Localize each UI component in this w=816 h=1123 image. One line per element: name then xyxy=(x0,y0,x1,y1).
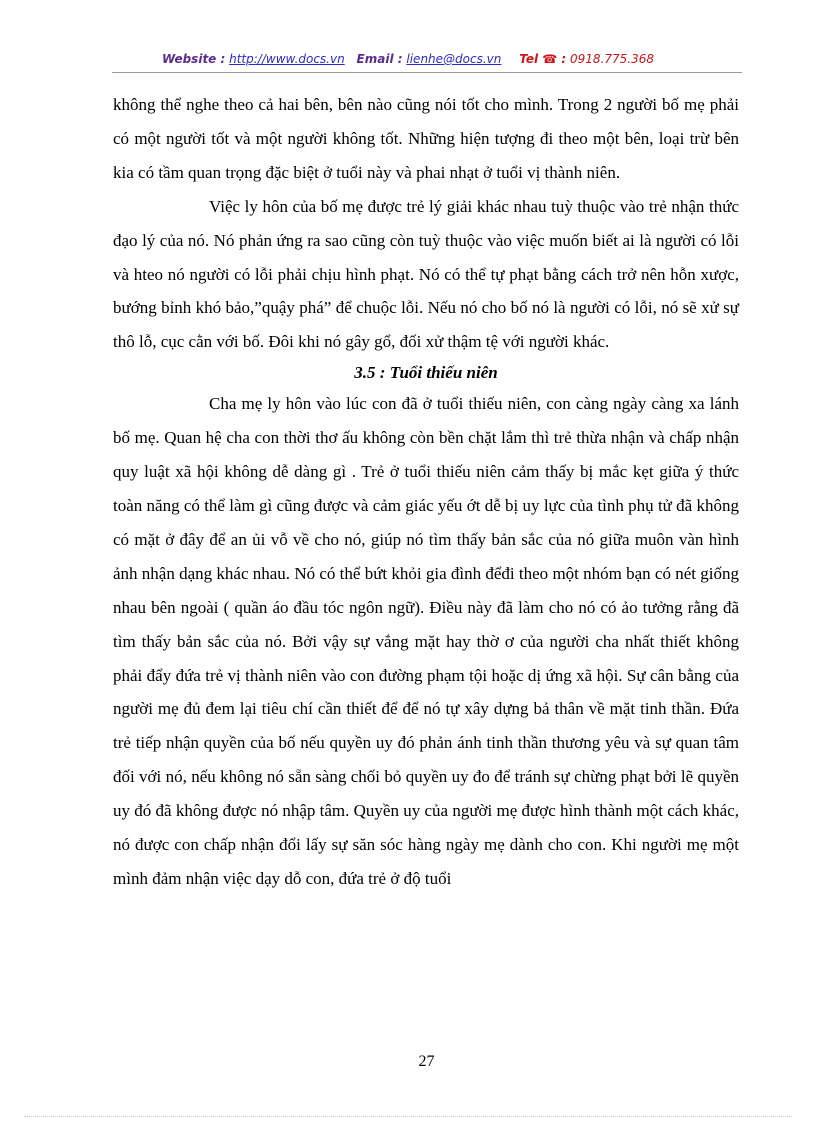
paragraph-continuation: không thể nghe theo cả hai bên, bên nào cũng nói tốt cho mình. Trong 2 người bố mẹ phải có một người tốt và một người không tốt. Những hiện tượng đi theo một bên, loại trừ bên kia có tầm quan trọng đặc biệt ở tuổi này và phai nhạt ở tuổi vị thành niên. xyxy=(113,95,739,182)
email-link[interactable]: lienhe@docs.vn xyxy=(406,52,502,66)
email-label: Email : xyxy=(356,52,403,66)
website-link[interactable]: http://www.docs.vn xyxy=(229,52,345,66)
section-heading: 3.5 : Tuổi thiếu niên xyxy=(354,363,498,383)
tel-number: 0918.775.368 xyxy=(570,52,655,66)
page-number: 27 xyxy=(418,1053,435,1070)
document-body xyxy=(113,88,739,896)
paragraph-divorce-interpretation: Việc ly hôn của bố mẹ được trẻ lý giải khác nhau tuỳ thuộc vào trẻ nhận thức đạo lý của nó. Nó phản ứng ra sao cũng còn tuỳ thuộc vào việc muốn biết ai là người có lỗi và hteo nó người có lỗi phải chịu hình phạt. Nó có thể tự phạt bằng cách trở nên hỗn xược, bướng bỉnh khó bảo,”quậy phá” để chuộc lỗi. Nếu nó cho bố nó là người có lỗi, nó sẽ xử sự thô lỗ, cục cằn với bố. Đôi khi nó gây gổ, đối xử thậm tệ với người khác. xyxy=(113,196,739,352)
page-bottom-border xyxy=(24,1116,792,1117)
paragraph-adolescence: Cha mẹ ly hôn vào lúc con đã ở tuổi thiếu niên, con càng ngày càng xa lánh bố mẹ. Quan hệ cha con thời thơ ấu không còn bền chặt lắm thì trẻ thừa nhận và chấp nhận quy luật xã hội không dễ dàng gì . Trẻ ở tuổi thiếu niên cảm thấy bị mắc kẹt giữa ý thức toàn năng có thể làm gì cũng được và cảm giác yếu ớt dễ bị uy lực của tình phụ tử đã không có mặt ở đây để an ủi vỗ về cho nó, giúp nó tìm thấy bản sắc của nó giữa muôn vàn hình ảnh nhận dạng khác nhau. Nó có thể bứt khỏi gia đình đểđi theo một nhóm bạn có nét giống nhau bên ngoài ( quần áo đầu tóc ngôn ngữ). Điều này đã làm cho nó có ảo tưởng rằng đã tìm thấy bản sắc của nó. Bởi vậy sự vắng mặt hay thờ ơ của người cha nhất thiết không phải đẩy đứa trẻ vị thành niên vào con đường phạm tội hoặc dị ứng xã hội. Sự cân bằng của người mẹ đủ đem lại tiêu chí cần thiết để để nó tự xây dựng bả thân về mặt tinh thần. Đứa trẻ tiếp nhận quyền của bố nếu quyền uy đó phản ánh tinh thần thương yêu và sự quan tâm đối với nó, nếu không nó sẵn sàng chối bỏ quyền uy đo để tránh sự chừng phạt bởi lẽ quyền uy đó đã không được nó nhập tâm. Quyền uy của người mẹ được hình thành một cách khác, nó được con chấp nhận đổi lấy sự săn sóc hàng ngày mẹ dành cho con. Khi người mẹ một mình đảm nhận việc dạy dỗ con, đứa trẻ ở độ tuổi xyxy=(113,394,739,888)
page-header xyxy=(0,52,816,66)
website-label: Website : xyxy=(161,52,226,66)
header-divider xyxy=(112,72,742,73)
tel-label: Tel ☎ : xyxy=(519,52,567,66)
